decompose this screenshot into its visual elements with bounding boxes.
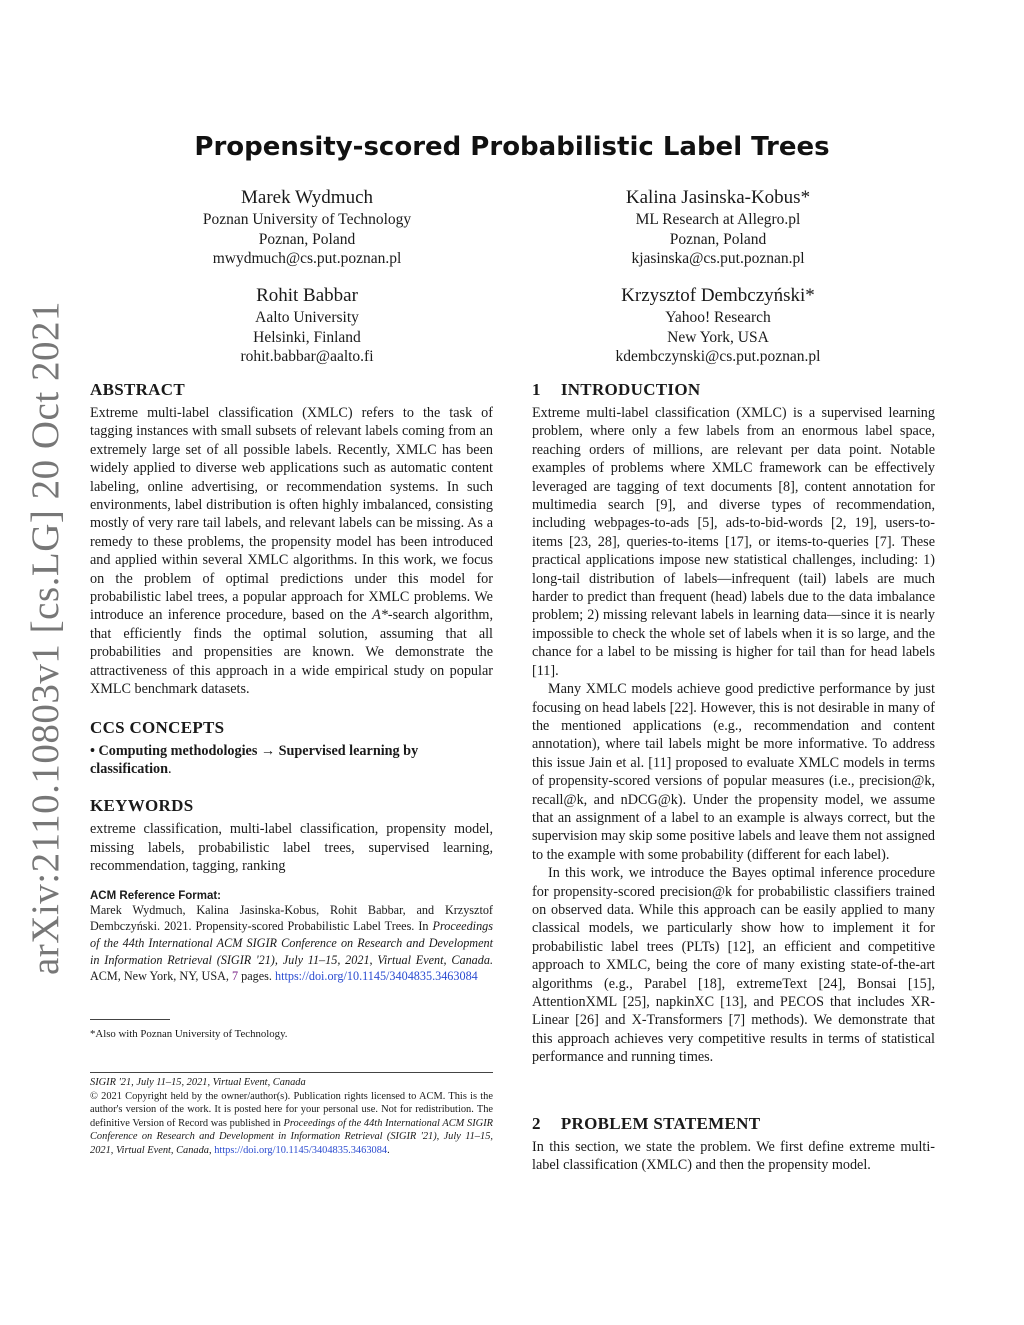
author-name: Krzysztof Dembczyński* xyxy=(621,285,815,306)
acm-pages-suffix: pages. xyxy=(238,969,275,984)
author-location: Helsinki, Finland xyxy=(253,328,361,346)
abstract-text xyxy=(90,404,493,699)
acm-reference-text xyxy=(90,902,493,986)
copyright-proceedings: Proceedings of the 44th International ACM SIGIR Conference on Research and Development in Information Retrieval (SIGIR '21), July 11–15, 2021, Virtual Event, Canada xyxy=(90,1117,493,1156)
copyright-doi-link[interactable]: https://doi.org/10.1145/3404835.3463084 xyxy=(214,1144,388,1156)
abstract-part-b: -search algorithm, that efficiently finds the optimal solution, assuming that all probabilities and propensities are known. We demonstrate the attractiveness of this approach in a wide empirical study on popular XMLC benchmark datasets. xyxy=(90,607,493,698)
author-affiliation: ML Research at Allegro.pl xyxy=(635,211,801,228)
author-block xyxy=(107,186,507,269)
intro-paragraph-1: Extreme multi-label classification (XMLC) is a supervised learning problem, where only a few labels from an enormous label space, reaching orders of millions, are relevant per data point. Notable examples of problems where XMLC framework can be effectively leveraged are tagging of text documents [8], content annotation for multimedia search [9], and diverse types of recommendation, including webpages-to-ads [5], ads-to-bid-words [2, 19], users-to-items [23, 28], queries-to-items [17], or items-to-queries [7]. These practical applications impose new statistical challenges, including: 1) long-tail distribution of labels—infrequent (tail) labels are much harder to predict than frequent (head) labels due to the data imbalance problem; 2) missing relevant labels in learning data—since it is nearly impossible to check the whole set of labels when it is so large, and the chance for a label to be missing is higher for tail than for head labels [11]. xyxy=(532,405,935,679)
intro-paragraph-2: Many XMLC models achieve good predictive performance by just focusing on head labels [22]. However, this is not desirable in many of the mentioned applications (e.g., recommendation and content annotation), where tail labels might be more informative. To address this issue Jain et al. [11] proposed to evaluate XMLC models in terms of propensity-scored versions of popular measures (i.e., precision@k, recall@k, and nDCG@k). Under the propensity model, we assume that an assignment of a label to an example is always correct, but the supervision may skip some positive labels and leave them not assigned to the example with some probability (different for each label). xyxy=(532,681,935,863)
acm-authors: Marek Wydmuch, Kalina Jasinska-Kobus, Rohit Babbar, and Krzysztof Dembczyński. 2021. Propensity-scored Probabilistic Label Trees. In xyxy=(90,902,493,934)
author-email[interactable]: mwydmuch@cs.put.poznan.pl xyxy=(212,250,402,267)
author-name: Kalina Jasinska-Kobus* xyxy=(625,187,811,208)
footnote-divider xyxy=(90,1019,170,1020)
acm-reference xyxy=(90,890,493,986)
copyright-divider xyxy=(90,1072,493,1073)
abstract-heading: ABSTRACT xyxy=(90,380,185,399)
acm-pages[interactable]: 7 xyxy=(232,969,239,984)
right-column xyxy=(532,378,935,1174)
paper-title: Propensity-scored Probabilistic Label Trees xyxy=(194,132,830,162)
author-affiliation: Poznan University of Technology xyxy=(202,211,412,228)
author-affiliation: Yahoo! Research xyxy=(665,309,771,326)
footnote: *Also with Poznan University of Technology. xyxy=(90,1028,288,1040)
intro-paragraph-3: In this work, we introduce the Bayes optimal inference procedure for propensity-scored precision@k for probabilistic classifiers trained on observed data. While this approach can be easily applied to many classical models, we particularly show how to implement it for probabilistic label trees (PLTs) [12], an efficient and competitive approach to XMLC, being the core of many existing state-of-the-art algorithms (e.g., Parabel [18], extremeText [24], Bonsai [15], AttentionXML [25], napkinXC [13], and PECOS that includes XR-Linear [26] and X-Transformers [7] methods). We demonstrate that this approach achieves very competitive results in terms of statistical performance and running times. xyxy=(532,865,935,1066)
ccs-end: . xyxy=(168,760,172,777)
acm-doi-link[interactable]: https://doi.org/10.1145/3404835.3463084 xyxy=(274,969,478,984)
abstract-part-a: Extreme multi-label classification (XMLC) refers to the task of tagging instances with small subsets of relevant labels coming from an extremely large set of all possible labels. Recently, XMLC has been widely applied to diverse web applications such as automatic content labeling, online advertising, or recommendation systems. In such environments, label distribution is often highly imbalanced, consisting mostly of very rare tail labels, and relevant labels can be missing. As a remedy to these problems, the propensity model has been introduced and applied within several XMLC algorithms. In this work, we focus on the problem of optimal predictions under this model for probabilistic label trees, a popular approach for XMLC problems. We introduce an inference procedure, based on the xyxy=(90,405,493,624)
author-name: Marek Wydmuch xyxy=(241,187,373,208)
author-email[interactable]: rohit.babbar@aalto.fi xyxy=(240,348,374,365)
author-block xyxy=(518,186,918,269)
keywords-list: extreme classification, multi-label classification, propensity model, missing labels, probabilistic label trees, supervised learning, recommendation, tagging, ranking xyxy=(90,821,493,875)
author-affiliation: Aalto University xyxy=(255,309,359,326)
ccs-concepts xyxy=(90,742,493,779)
acm-publisher: ACM, New York, NY, USA, xyxy=(90,969,232,984)
section-title: PROBLEM STATEMENT xyxy=(560,1113,761,1133)
author-email[interactable]: kjasinska@cs.put.poznan.pl xyxy=(631,250,805,267)
author-block xyxy=(107,284,507,367)
problem-statement-text xyxy=(532,1138,935,1175)
copyright-venue: SIGIR '21, July 11–15, 2021, Virtual Event, Canada xyxy=(90,1077,306,1088)
copyright-text: © 2021 Copyright held by the owner/author(s). Publication rights licensed to ACM. This is the author's version of the work. It is posted here for your personal use. Not for redistribution. The definitive Version of Record was published in xyxy=(90,1090,493,1129)
arxiv-identifier: arXiv:2110.10803v1 [cs.LG] 20 Oct 2021 xyxy=(24,301,67,975)
author-location: Poznan, Poland xyxy=(258,230,356,248)
problem-paragraph: In this section, we state the problem. We first define extreme multi-label classification (XMLC) and then the propensity model. xyxy=(532,1138,935,1174)
section-number: 1 xyxy=(532,380,541,399)
problem-statement-heading xyxy=(532,1112,935,1136)
author-location: New York, USA xyxy=(667,328,769,346)
section-number: 2 xyxy=(532,1113,541,1133)
section-title: INTRODUCTION xyxy=(560,380,701,399)
introduction-text xyxy=(532,404,935,1067)
copyright-block: SIGIR '21, July 11–15, 2021, Virtual Event, Canada © 2021 Copyright held by the owner/author(s). Publication rights licensed to ACM. This is the author's version of the work. It is posted here for your personal use. Not for redistribution. The definitive Version of Record was published in Proceedings of the 44th International ACM SIGIR Conference on Research and Development in Information Retrieval (SIGIR '21), July 11–15, 2021, Virtual Event, Canada, https://doi.org/10.1145/3404835.3463084. xyxy=(90,1077,493,1156)
author-block xyxy=(518,284,918,367)
acm-reference-heading: ACM Reference Format: xyxy=(90,889,221,902)
author-name: Rohit Babbar xyxy=(256,285,358,306)
astar-symbol: A* xyxy=(372,607,388,624)
keywords-heading: KEYWORDS xyxy=(90,796,194,816)
ccs-heading: CCS CONCEPTS xyxy=(90,717,225,737)
author-location: Poznan, Poland xyxy=(669,230,767,248)
acm-venue: Proceedings of the 44th International ACM SIGIR Conference on Research and Development in Information Retrieval (SIGIR '21), July 11–15, 2021, Virtual Event, Canada. xyxy=(90,919,493,967)
author-email[interactable]: kdembczynski@cs.put.poznan.pl xyxy=(615,348,821,365)
keywords-text xyxy=(90,820,493,875)
ccs-bullet: • Computing methodologies → Supervised learning by classification xyxy=(90,742,419,777)
left-column xyxy=(90,378,493,985)
introduction-heading xyxy=(532,378,935,402)
